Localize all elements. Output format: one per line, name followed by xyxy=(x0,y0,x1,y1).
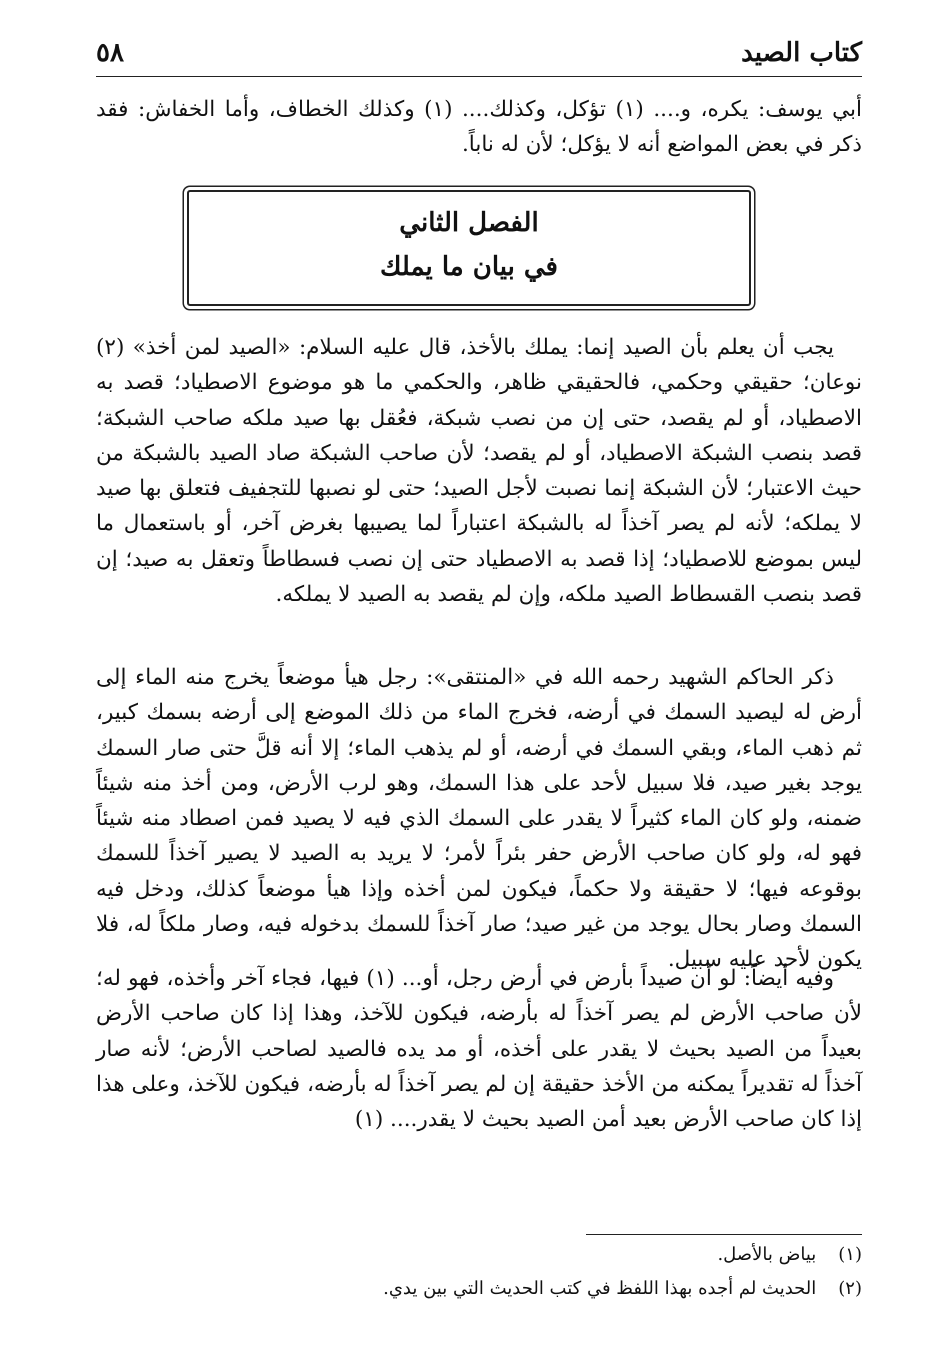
body-paragraph: وفيه أيضاً: لو أن صيداً بأرض في أرض رجل، أو... (١) فيها، فجاء آخر وأخذه، فهو له؛ لأن صاحب الأرض لم يصر آخذاً له بأرضه، فيكون للآخذ، وهذا إذا كان صاحب الأرض بعيداً من الصيد بحيث لا يقدر على أخذه، أو مد يده فالصيد لصاحب الأرض؛ لأنه صار آخذاً له تقديراً يمكنه من الأخذ حقيقة إن لم يصر آخذاً له بأرضه، فيكون للآخذ، وعلى هذا إذا كان صاحب الأرض بعيد أمن الصيد بحيث لا يقدر.... (١) xyxy=(96,966,862,1133)
section-heading: الفصل الثاني xyxy=(399,208,539,238)
footnote-text: الحديث لم أجده بهذا اللفظ في كتب الحديث التي بين يدي. xyxy=(383,1278,817,1299)
section-heading-box xyxy=(187,190,751,306)
footnote-divider xyxy=(586,1234,862,1235)
footnote-text: بياض بالأصل. xyxy=(717,1244,817,1265)
body-paragraph: يجب أن يعلم بأن الصيد إنما: يملك بالأخذ، قال عليه السلام: «الصيد لمن أخذ» (٢) نوعان؛ حقيقي وحكمي، فالحقيقي ظاهر، والحكمي ما هو موضوع الاصطياد؛ قصد به الاصطياد، أو لم يقصد، حتى إن من نصب شبكة، فعُقل بها صيد ملكه صاحب الشبكة؛ قصد بنصب الشبكة الاصطياد، أو لم يقصد؛ لأن صاحب الشبكة صاد الصيد بالشبكة من حيث الاعتبار؛ لأن الشبكة إنما نصبت لأجل الصيد؛ حتى لو نصبها للتجفيف فتعلق بها صيد لا يملكه؛ لأنه لم يصر آخذاً له بالشبكة اعتباراً لما يصيبها بغرض آخر، أو باستعمال ما ليس بموضع للاصطياد؛ إذا قصد به الاصطياد حتى إن نصب فسطاطاً وتعقل به صيد؛ إن قصد بنصب القسطاط الصيد ملكه، وإن لم يقصد به الصيد لا يملكه. xyxy=(96,335,862,608)
footnote xyxy=(383,1278,862,1299)
footnote xyxy=(717,1244,862,1265)
page-number: ٥٨ xyxy=(96,38,124,68)
book-title: كتاب الصيد xyxy=(741,38,862,68)
body-paragraph: ذكر الحاكم الشهيد رحمه الله في «المنتقى»: رجل هيأ موضعاً يخرج منه الماء إلى أرض له ليصيد السمك في أرضه، فخرج الماء من ذلك الموضع إلى أرضه بسمك كبير، ثم ذهب الماء، وبقي السمك في أرضه، أو لم يذهب الماء؛ إلا أنه قلَّ حتى صار السمك يوجد بغير صيد، فلا سبيل لأحد على هذا السمك، وهو لرب الأرض، ومن أخذ منه شيئاً ضمنه، ولو كان الماء كثيراً لا يقدر على السمك الذي فيه لا يصيد فمن اصطاد منه شيئاً فهو له، ولو كان صاحب الأرض حفر بئراً لأمر؛ لا يريد به الصيد لا يصير آخذاً للسمك بوقوعه فيها؛ لا حقيقة ولا حكماً، فيكون لمن أخذه وإذا هيأ موضعاً كذلك، ودخل فيه السمك وصار بحال يوجد من غير صيد؛ صار آخذاً للسمك بدخوله فيه، وصار ملكاً له، فلا يكون لأحد عليه سبيل. xyxy=(96,665,862,973)
footnote-number: (٢) xyxy=(838,1278,862,1299)
section-subheading: في بيان ما يملك xyxy=(380,252,558,282)
intro-paragraph: أبي يوسف: يكره، و.... (١) تؤكل، وكذلك.... (١) وكذلك الخطاف، وأما الخفاش: فقد ذكر في بعض المواضع أنه لا يؤكل؛ لأن له ناباً. xyxy=(96,97,862,158)
footnote-number: (١) xyxy=(838,1244,862,1265)
running-header xyxy=(96,34,862,77)
